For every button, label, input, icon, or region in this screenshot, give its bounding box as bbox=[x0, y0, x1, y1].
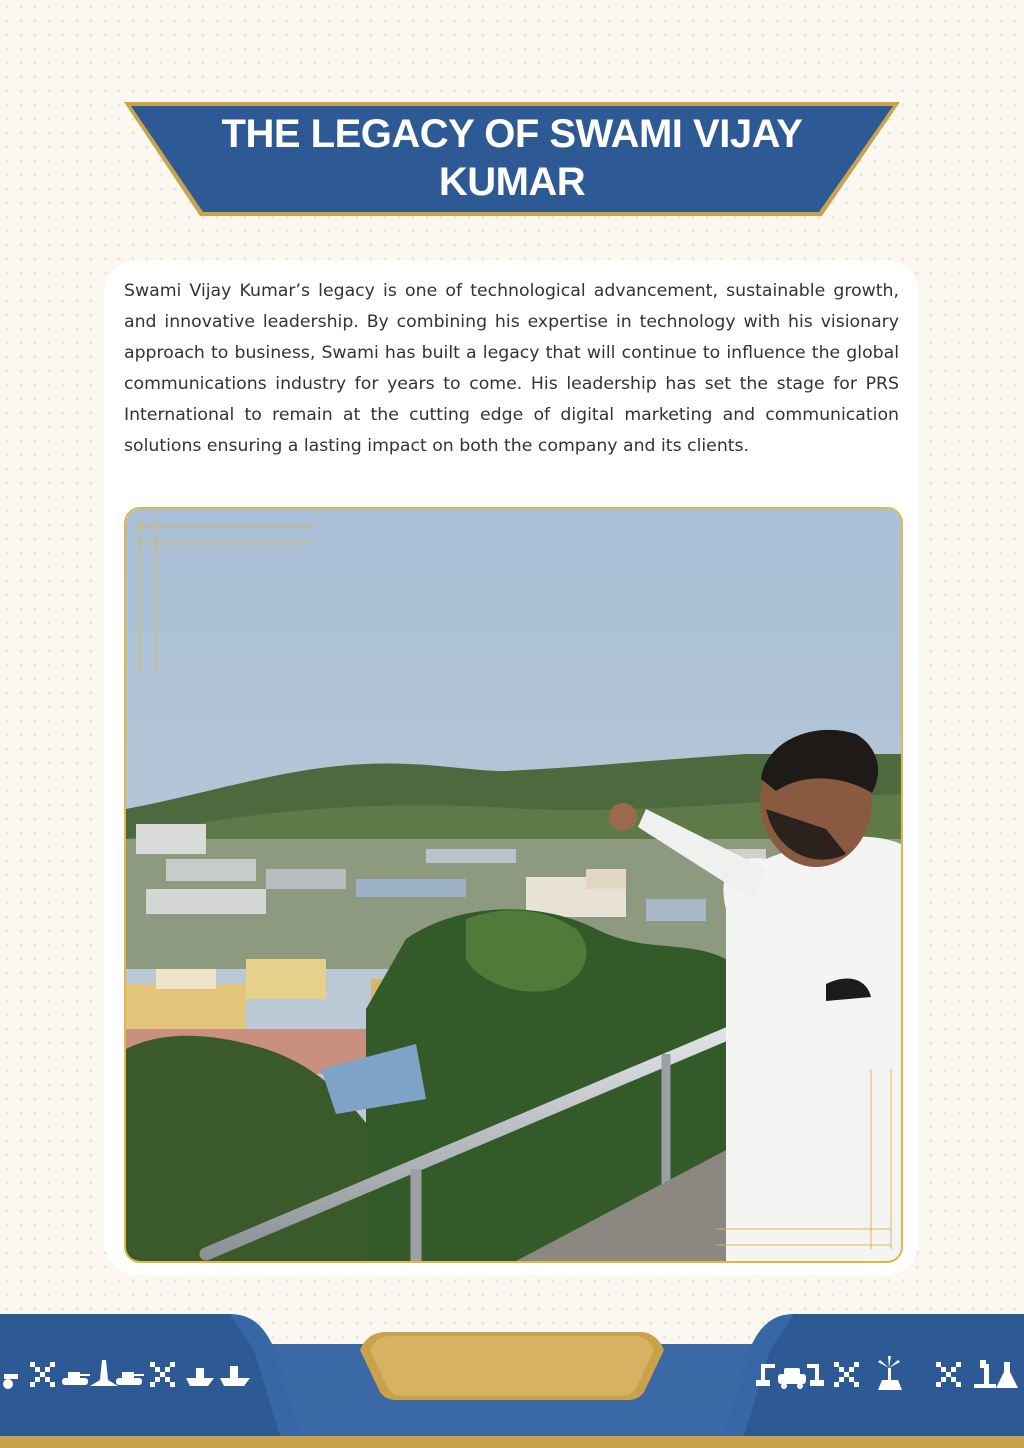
legacy-paragraph: Swami Vijay Kumar’s legacy is one of technological advancement, sustainable growth, and innovative leadership. By combining his expertise in technology with his visionary approach to business, Swami has built a legacy that will continue to influence the global communications industry for years to come. His leadership has set the stage for PRS International to remain at the cutting edge of digital marketing and communication solutions ensuring a lasting impact on both the company and its clients. bbox=[124, 281, 899, 456]
car-icon bbox=[778, 1368, 806, 1389]
ship-icon bbox=[186, 1368, 214, 1386]
page-title: THE LEGACY OF SWAMI VIJAY KUMAR bbox=[221, 112, 803, 204]
tank-icon bbox=[62, 1372, 90, 1385]
pattern-x-icon bbox=[150, 1362, 175, 1387]
photo-frame bbox=[124, 507, 903, 1263]
flask-icon bbox=[996, 1362, 1018, 1388]
microscope-icon bbox=[974, 1360, 996, 1388]
pattern-x-icon bbox=[30, 1362, 55, 1387]
motorbike-icon bbox=[3, 1374, 18, 1389]
fighter-jet-icon bbox=[90, 1360, 118, 1386]
legacy-photo bbox=[126, 509, 901, 1261]
content-card bbox=[104, 260, 919, 1275]
solar-panel-icon bbox=[878, 1380, 902, 1390]
footer-icons-left bbox=[0, 1350, 260, 1400]
pattern-x-icon bbox=[834, 1362, 859, 1387]
robot-arm-icon bbox=[756, 1364, 775, 1386]
footer-icons-right bbox=[752, 1350, 1024, 1400]
footer-decoration bbox=[0, 1300, 1024, 1448]
tank-icon bbox=[116, 1372, 144, 1385]
title-banner bbox=[122, 100, 902, 218]
robot-arm-icon bbox=[807, 1364, 824, 1386]
ship-icon bbox=[220, 1366, 250, 1386]
pattern-x-icon bbox=[936, 1362, 961, 1387]
